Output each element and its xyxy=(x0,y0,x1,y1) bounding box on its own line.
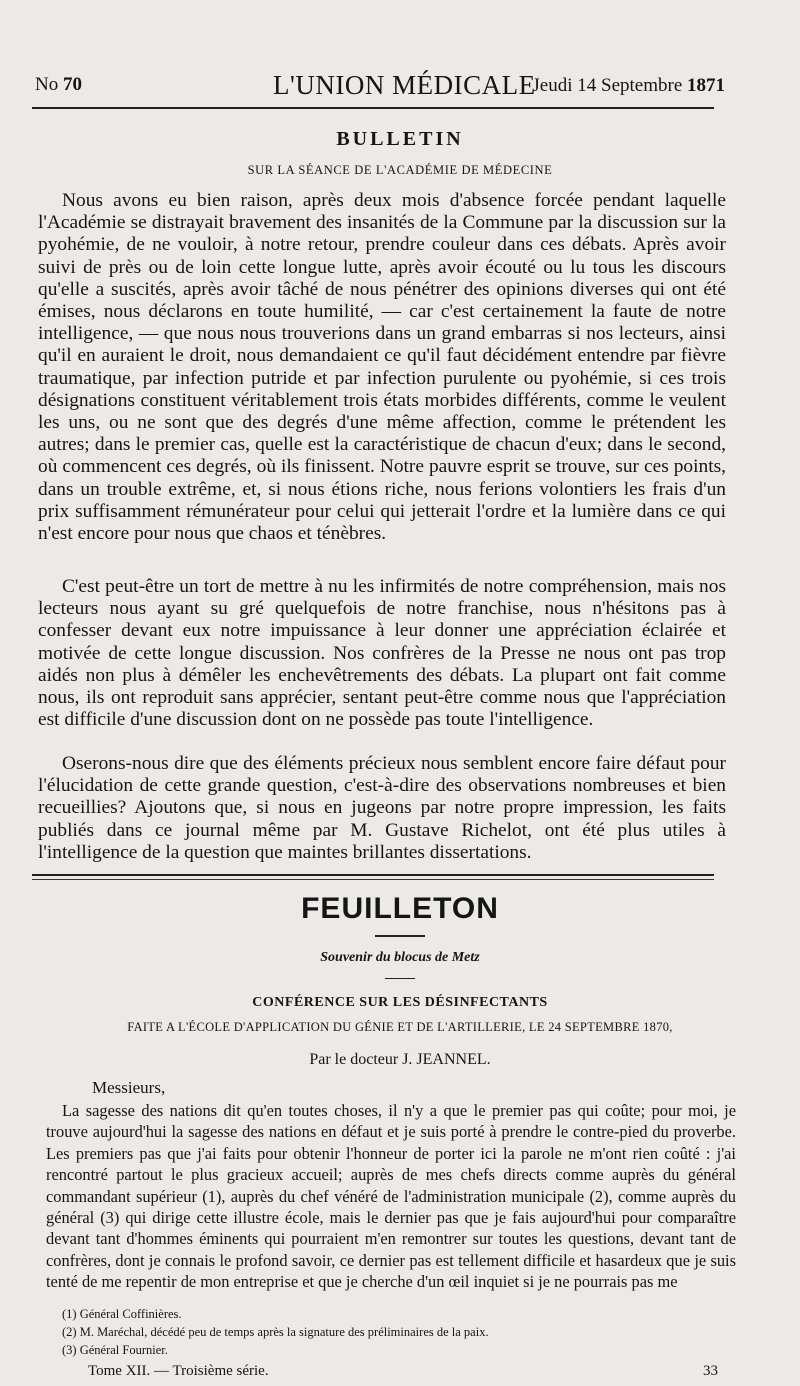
journal-title: L'UNION MÉDICALE xyxy=(273,70,536,100)
feuilleton-subtitle: Souvenir du blocus de Metz xyxy=(320,950,480,965)
salutation: Messieurs, xyxy=(92,1078,166,1097)
bulletin-title: BULLETIN xyxy=(336,128,464,150)
issue-number-value: 70 xyxy=(62,74,82,95)
conference-place: FAITE A L'ÉCOLE D'APPLICATION DU GÉNIE ET DE L'ARTILLERIE, LE 24 SEPTEMBRE 1870, xyxy=(127,1020,673,1034)
issue-date-text: Jeudi 14 Septembre xyxy=(532,75,683,96)
issue-year: 1871 xyxy=(687,75,725,96)
issue-number xyxy=(35,74,82,96)
feuilleton-short-rule-2 xyxy=(385,978,415,979)
bulletin-paragraph-3: Oserons-nous dire que des éléments précieux nous semblent encore faire défaut pour l'élucidation de cette grande question, c'est-à-dire des observations nombreuses et bien recueillies? Ajoutons que, si nous en jugeons par notre propre impression, les faits publiés dans ce journal même par M. Gustave Richelot, ont été plus utiles à l'intelligence de la question que maintes brillantes dissertations. xyxy=(38,753,726,863)
feuilleton-short-rule xyxy=(375,935,425,937)
bulletin-paragraph-2: C'est peut-être un tort de mettre à nu les infirmités de notre compréhension, mais nos lecteurs nous ayant su gré quelquefois de notre franchise, nous n'hésitons pas à confesser devant eux notre impuissance à leur donner une appréciation éclairée et motivée de cette longue discussion. Nos confrères de la Presse ne nous ont pas trop aidés non plus à démêler les enchevêtrements des débats. La plupart ont fait comme nous, ils ont reproduit sans apprécier, sentant peut-être comme nous que l'appréciation est difficile d'une discussion dont on ne possède pas toute l'intelligence. xyxy=(38,576,726,731)
footnote-2: (2) M. Maréchal, décédé peu de temps après la signature des préliminaires de la paix. xyxy=(62,1325,489,1339)
bulletin-paragraph-1: Nous avons eu bien raison, après deux mois d'absence forcée pendant laquelle l'Académie se distrayait bravement des insanités de la Commune par la discussion sur la pyohémie, de ne vouloir, à notre retour, prendre couleur dans ces débats. Après avoir suivi de près ou de loin cette longue lutte, après avoir écouté ou lu tous les discours qu'elle a suscités, après avoir tâché de nous pénétrer des opinions diverses qui ont été émises, nous déclarons en toute humilité, — car c'est certainement la faute de notre intelligence, — que nous nous trouverions dans un grand embarras si nos lecteurs, ainsi qu'il en auraient le droit, nous demandaient ce qu'il faut décidément entendre par fièvre traumatique, par infection putride et par infection purulente ou pyohémie, si ces trois désignations constituent véritablement trois états morbides différents, comme le veulent les uns, ou ne sont que des degrés d'une même affection, comme le prétendent les autres; dans le premier cas, quelle est la caractéristique de chacun d'eux; dans le second, où commencent ces degrés, où ils finissent. Notre pauvre esprit se trouve, sur ces points, dans un trouble extrême, et, si nous étions riche, nous ferions volontiers les frais d'un prix suffisamment rémunérateur pour celui qui jetterait l'ordre et la lumière dans ce qui n'est encore pour nous que chaos et ténèbres. xyxy=(38,190,726,545)
page-number: 33 xyxy=(703,1363,718,1379)
footnote-1: (1) Général Coffinières. xyxy=(62,1307,182,1321)
bulletin-subtitle: SUR LA SÉANCE DE L'ACADÉMIE DE MÉDECINE xyxy=(247,163,553,177)
feuilleton-paragraph: La sagesse des nations dit qu'en toutes choses, il n'y a que le premier pas qui coûte; pour moi, je trouve aujourd'hui la sagesse des nations en défaut et je suis porté à prendre le contre-pied du proverbe. Les premiers pas que j'ai faits pour obtenir l'honneur de porter ici la parole ne m'ont rien coûté : j'ai rencontré partout le plus gracieux accueil; auprès de mes chefs directs comme auprès du général commandant supérieur (1), auprès du chef vénéré de l'administration municipale (2), comme auprès du général (3) qui dirige cette illustre école, mais le dernier pas que je fais aujourd'hui pour comparaître devant tant d'hommes éminents qui pourraient m'en remontrer sur toutes les questions, devant tant de confrères, dont je connais le profond savoir, ce dernier pas est tellement difficile et hasardeux que je suis tenté de me repentir de mon entreprise et que je cherche d'un œil inquiet si je ne pourrais pas me xyxy=(46,1101,736,1292)
feuilleton-rule-top xyxy=(32,874,714,876)
issue-date xyxy=(532,75,725,97)
issue-prefix: No xyxy=(35,74,59,95)
footnote-3: (3) Général Fournier. xyxy=(62,1343,168,1357)
conference-title: CONFÉRENCE SUR LES DÉSINFECTANTS xyxy=(252,995,548,1010)
page-header xyxy=(35,70,725,104)
conference-author: Par le docteur J. JEANNEL. xyxy=(309,1051,491,1068)
volume-label: Tome XII. — Troisième série. xyxy=(88,1363,269,1379)
feuilleton-rule-top-thin xyxy=(32,879,714,880)
header-rule xyxy=(32,107,714,109)
feuilleton-title: FEUILLETON xyxy=(301,892,499,925)
